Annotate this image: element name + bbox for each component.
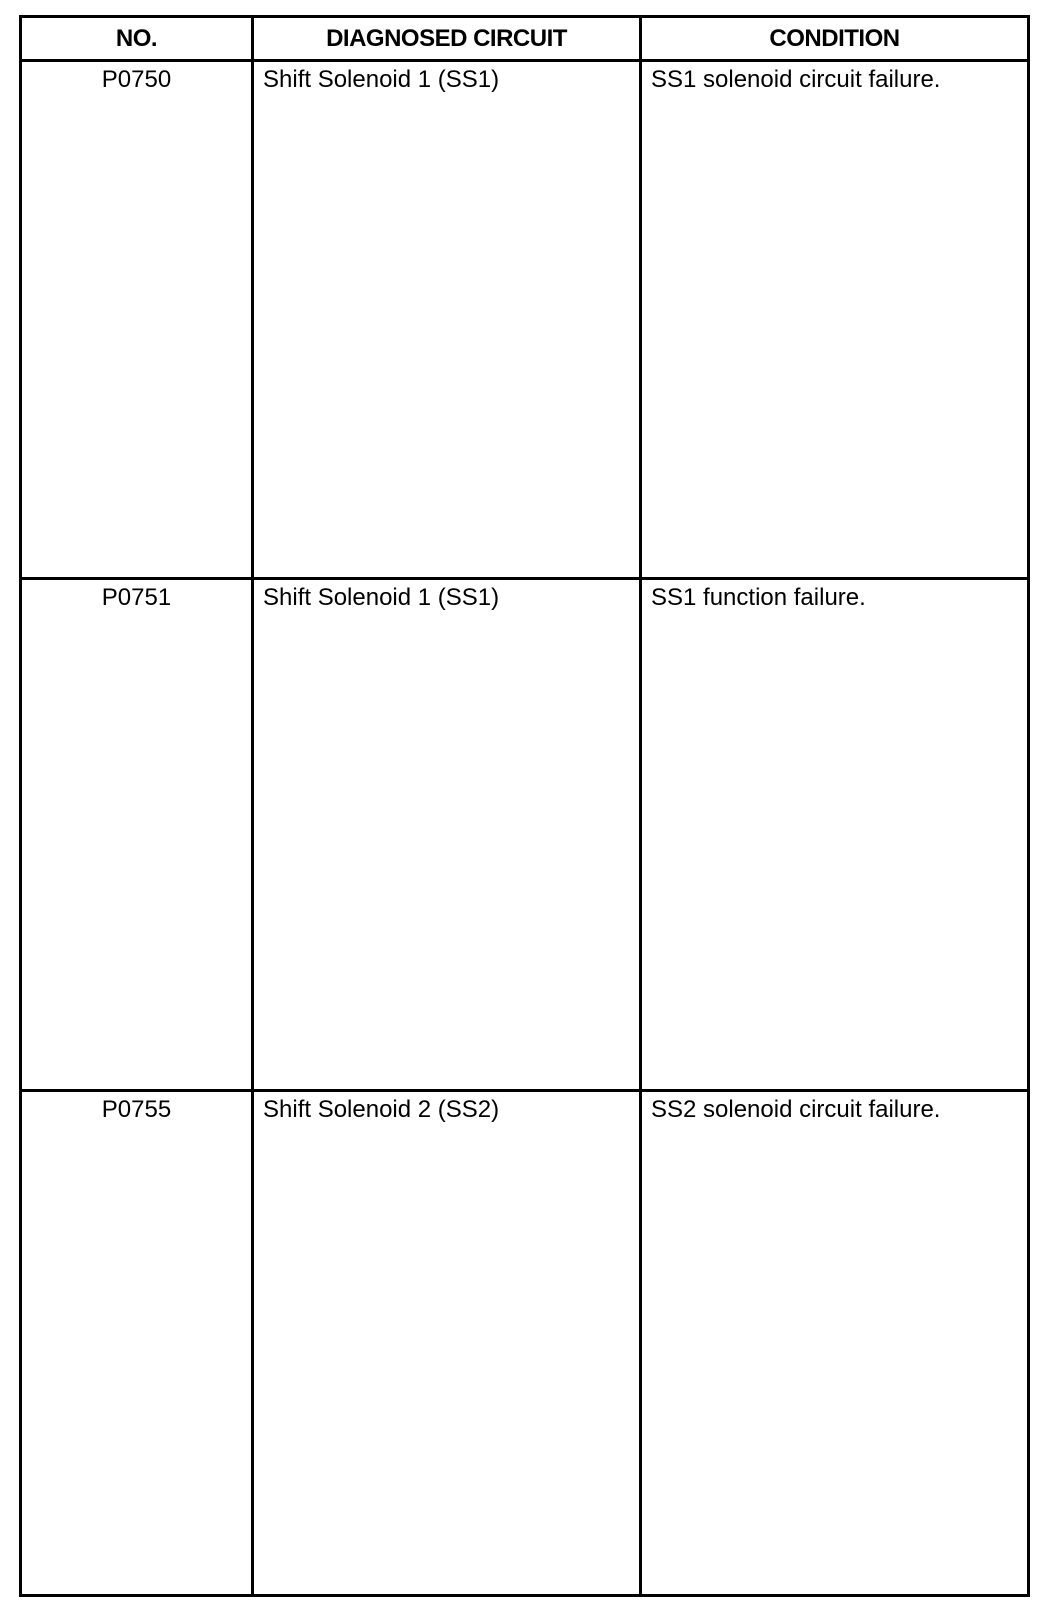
row-2-condition: SS1 function failure.	[642, 580, 1027, 1092]
header-diagnosed-circuit: DIAGNOSED CIRCUIT	[254, 18, 642, 62]
row-3-circuit: Shift Solenoid 2 (SS2)	[254, 1092, 642, 1594]
header-no: NO.	[22, 18, 254, 62]
row-2-circuit: Shift Solenoid 1 (SS1)	[254, 580, 642, 1092]
row-3-no: P0755	[22, 1092, 254, 1594]
row-1-no: P0750	[22, 62, 254, 580]
row-1-condition: SS1 solenoid circuit failure.	[642, 62, 1027, 580]
dtc-table	[19, 15, 1030, 1597]
row-1-circuit: Shift Solenoid 1 (SS1)	[254, 62, 642, 580]
row-2-no: P0751	[22, 580, 254, 1092]
header-condition: CONDITION	[642, 18, 1027, 62]
row-3-condition: SS2 solenoid circuit failure.	[651, 1096, 941, 1123]
